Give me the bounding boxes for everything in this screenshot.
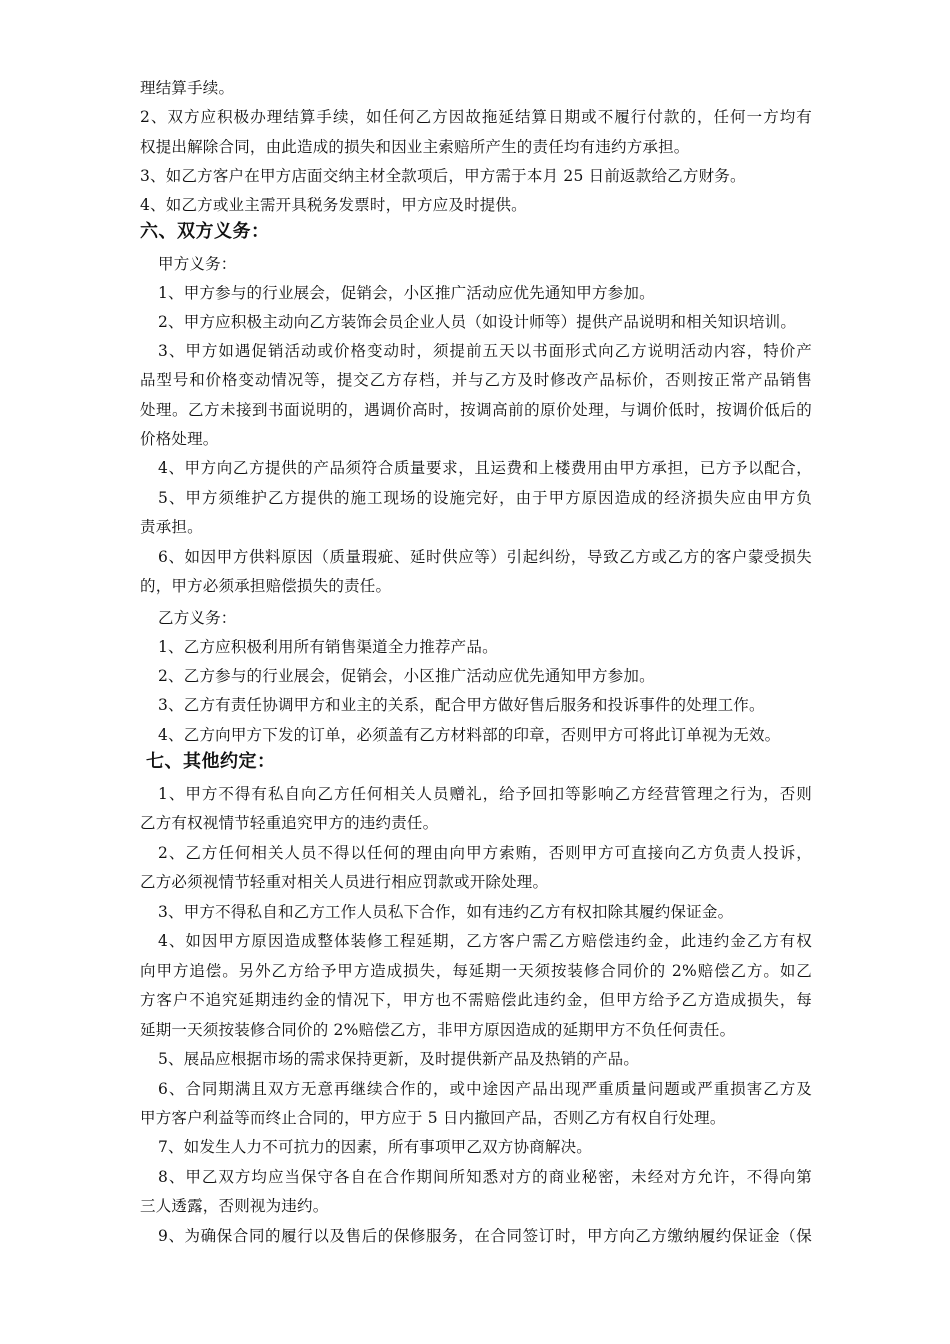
section-6-heading: 六、双方义务： [140,221,270,242]
party-a-duty-3-line-2: 品型号和价格变动情况等，提交乙方存档，并与乙方及时修改产品标价，否则按正常产品销售 [140,371,812,389]
clause-7-6-line-1: 6、合同期满且双方无意再继续合作的，或中途因产品出现严重质量问题或严重损害乙方及 [158,1080,812,1098]
clause-7-3: 3、甲方不得私自和乙方工作人员私下合作，如有违约乙方有权扣除其履约保证金。 [158,903,734,921]
party-a-duty-3-line-1: 3、甲方如遇促销活动或价格变动时，须提前五天以书面形式向乙方说明活动内容，特价产 [158,342,812,360]
clause-7-9-line-1: 9、为确保合同的履行以及售后的保修服务，在合同签订时，甲方向乙方缴纳履约保证金（保 [158,1227,812,1245]
clause-7-4-line-3: 方客户不追究延期违约金的情况下，甲方也不需赔偿此违约金，但甲方给予乙方造成损失，每 [140,991,812,1009]
party-a-duty-3-line-4: 价格处理。 [140,430,219,448]
party-a-duty-2: 2、甲方应积极主动向乙方装饰会员企业人员（如设计师等）提供产品说明和相关知识培训。 [158,313,797,331]
party-b-duty-4: 4、乙方向甲方下发的订单，必须盖有乙方材料部的印章，否则甲方可将此订单视为无效。 [158,726,781,744]
party-a-duty-6-line-1: 6、如因甲方供料原因（质量瑕疵、延时供应等）引起纠纷，导致乙方或乙方的客户蒙受损失 [158,548,812,566]
continuation-text: 理结算手续。 [140,79,235,97]
clause-7-1-line-1: 1、甲方不得有私自向乙方任何相关人员赠礼，给予回扣等影响乙方经营管理之行为，否则 [158,785,812,803]
clause-7-2-line-1: 2、乙方任何相关人员不得以任何的理由向甲方索贿，否则甲方可直接向乙方负责人投诉， [158,844,812,862]
party-b-duties-title: 乙方义务： [158,609,237,627]
clause-5-2-line-2: 权提出解除合同，由此造成的损失和因业主索赔所产生的责任均有违约方承担。 [140,138,690,156]
clause-7-7: 7、如发生人力不可抗力的因素，所有事项甲乙双方协商解决。 [158,1138,592,1156]
party-a-duty-3-line-3: 处理。乙方未接到书面说明的，遇调价高时，按调高前的原价处理，与调价低时，按调价低后的 [140,401,812,419]
clause-7-4-line-1: 4、如因甲方原因造成整体装修工程延期，乙方客户需乙方赔偿违约金，此违约金乙方有权 [158,932,812,950]
clause-7-1-line-2: 乙方有权视情节轻重追究甲方的违约责任。 [140,814,439,832]
clause-5-4: 4、如乙方或业主需开具税务发票时，甲方应及时提供。 [140,196,527,214]
clause-7-4-line-2: 向甲方追偿。另外乙方给予甲方造成损失，每延期一天须按装修合同价的 2%赔偿乙方。如乙 [140,962,812,980]
party-a-duties-title: 甲方义务： [158,255,237,273]
clause-7-8-line-2: 三人透露，否则视为违约。 [140,1197,329,1215]
party-a-duty-5-line-2: 责承担。 [140,518,203,536]
party-b-duty-1: 1、乙方应积极利用所有销售渠道全力推荐产品。 [158,638,498,656]
clause-5-2-line-1: 2、双方应积极办理结算手续，如任何乙方因故拖延结算日期或不履行付款的，任何一方均有 [140,108,812,126]
party-a-duty-5-line-1: 5、甲方须维护乙方提供的施工现场的设施完好，由于甲方原因造成的经济损失应由甲方负 [158,489,812,507]
clause-7-4-line-4: 延期一天须按装修合同价的 2%赔偿乙方，非甲方原因造成的延期甲方不负任何责任。 [140,1021,736,1039]
party-a-duty-4: 4、甲方向乙方提供的产品须符合质量要求，且运费和上楼费用由甲方承担，已方予以配合， [158,459,812,477]
party-a-duty-1: 1、甲方参与的行业展会，促销会，小区推广活动应优先通知甲方参加。 [158,284,655,302]
party-a-duty-6-line-2: 的，甲方必须承担赔偿损失的责任。 [140,577,392,595]
party-b-duty-2: 2、乙方参与的行业展会，促销会，小区推广活动应优先通知甲方参加。 [158,667,655,685]
section-7-heading: 七、其他约定： [146,751,276,772]
clause-7-2-line-2: 乙方必须视情节轻重对相关人员进行相应罚款或开除处理。 [140,873,549,891]
party-b-duty-3: 3、乙方有责任协调甲方和业主的关系，配合甲方做好售后服务和投诉事件的处理工作。 [158,696,765,714]
clause-7-8-line-1: 8、甲乙双方均应当保守各自在合作期间所知悉对方的商业秘密，未经对方允许，不得向第 [158,1168,812,1186]
clause-7-6-line-2: 甲方客户利益等而终止合同的，甲方应于 5 日内撤回产品，否则乙方有权自行处理。 [140,1109,726,1127]
clause-7-5: 5、展品应根据市场的需求保持更新，及时提供新产品及热销的产品。 [158,1050,640,1068]
clause-5-3: 3、如乙方客户在甲方店面交纳主材全款项后，甲方需于本月 25 日前返款给乙方财务。 [140,167,746,185]
